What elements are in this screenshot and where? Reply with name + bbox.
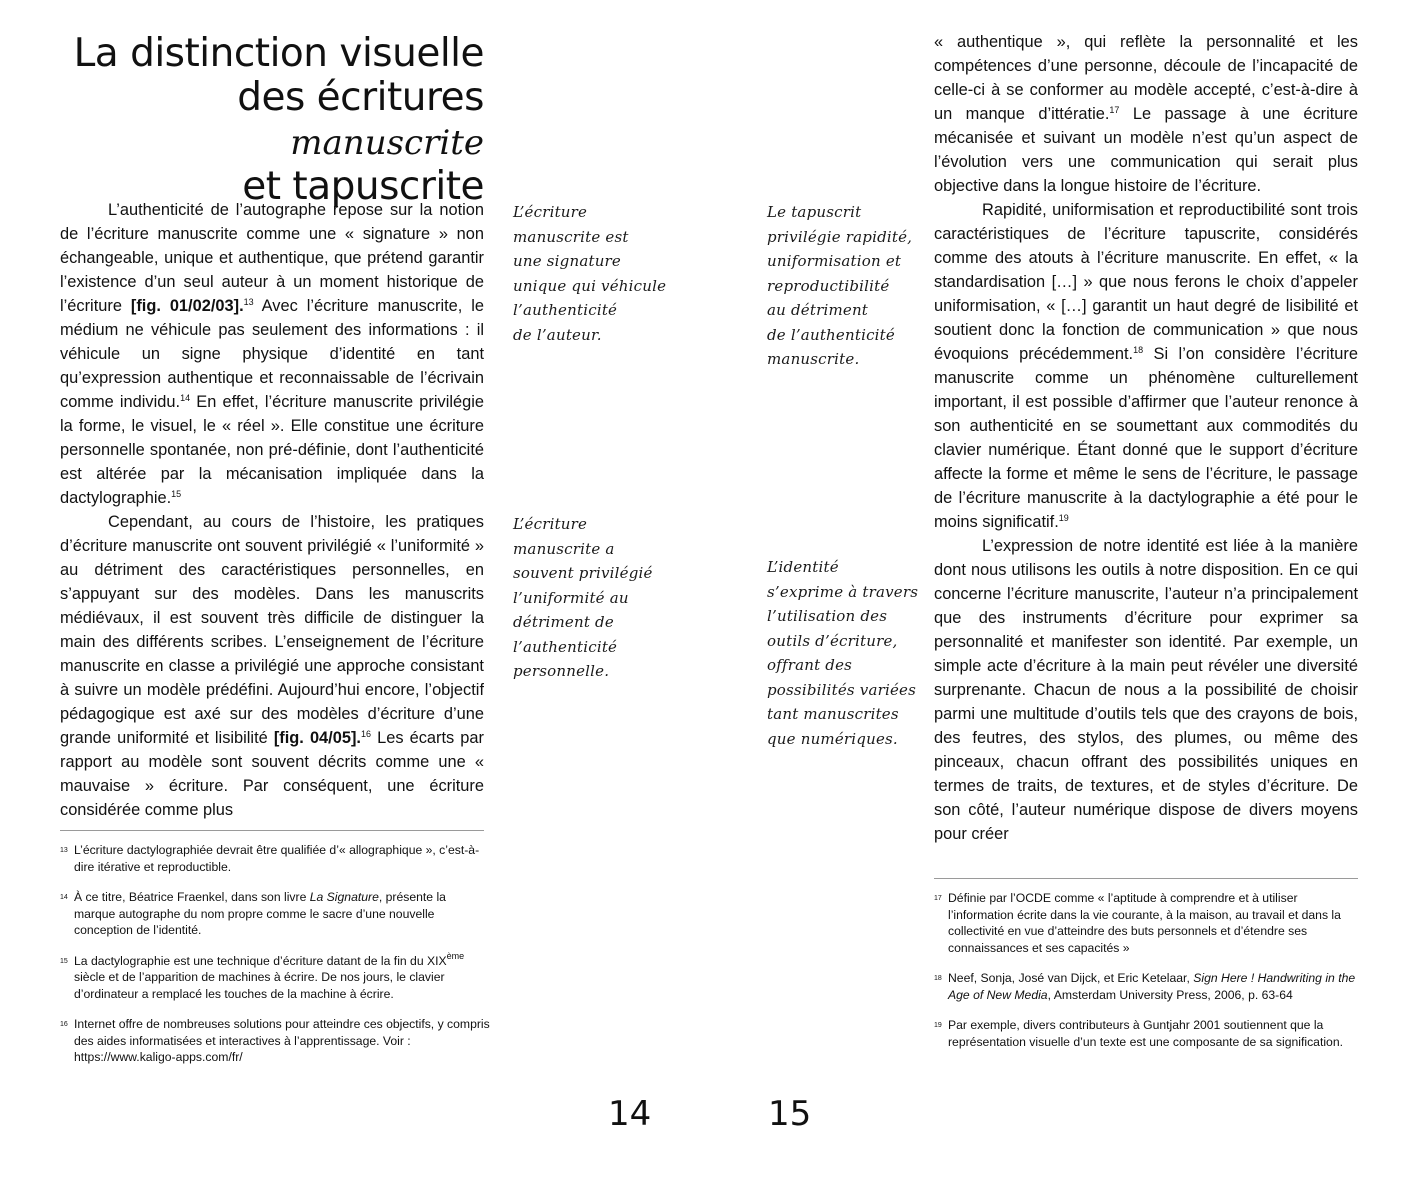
page-number-left: 14 <box>608 1094 652 1134</box>
footnote: 15 La dactylographie est une technique d’écriture datant de la fin du XIXème siècle et de l’apparition de machines à écrire. De nos jours, le clavier d’ordinateur a remplacé les touches de la machine à écrire. <box>60 950 465 1001</box>
right-body-column <box>934 30 1358 872</box>
title-line-1: La distinction visuelle <box>73 31 484 76</box>
body-paragraph: « authentique », qui reflète la personnalité et les compétences d’une personne, découle de l’incapacité de celle-ci à se conformer au modèle accepté, c’est-à-dire à un manque d’ittératie.$^{17}$ Le passage à une écriture mécanisée et suivant un modèle n’est qu’un aspect de l’évolution vers une communication qui serait plus objective dans la longue histoire de l’écriture. <box>934 33 1358 195</box>
figure-reference: [fig. 01/02/03]. <box>130 297 244 315</box>
footnote-divider <box>934 878 1358 879</box>
footnote-ref: 14 <box>180 393 191 403</box>
footnote-ref: 18 <box>1133 345 1144 355</box>
footnotes-left <box>60 842 490 1080</box>
footnote-ref: 19 <box>1058 513 1069 523</box>
page-title <box>40 32 484 209</box>
figure-reference: [fig. 04/05]. <box>273 729 361 747</box>
left-body-column <box>60 198 484 824</box>
footnote: 19 Par exemple, divers contributeurs à Guntjahr 2001 soutiennent que la représentation visuelle d’un texte est une composante de sa signification. <box>934 1018 1343 1049</box>
body-paragraph: L’expression de notre identité est liée à la manière dont nous utilisons les outils à notre disposition. En ce qui concerne l’écriture manuscrite, l’auteur n’a principalement que des instruments d’écriture pour exprimer sa personnalité et manifester son identité. Par exemple, un simple acte d’écriture à la main peut révéler une diversité surprenante. Chacun de nous a la possibilité de choisir parmi une multitude d’outils tels que des crayons de bois, des feutres, des stylos, des plumes, ou même des pinceaux, chacun offrant des possibilités uniques en termes de traits, de textures, et de styles d’écriture. De son côté, l’auteur numérique dispose de divers moyens pour créer <box>934 537 1358 843</box>
margin-note-uniformite: L’écriture manuscrite a souvent privilégié l’uniformité au détriment de l’authenticité personnelle. <box>513 515 653 680</box>
margin-note-signature: L’écriture manuscrite est une signature unique qui véhicule l’authenticité de l’auteur. <box>513 203 667 344</box>
footnotes-right <box>934 890 1362 1064</box>
footnote: 17 Définie par l’OCDE comme « l’aptitude à comprendre et à utiliser l’information écrite dans la vie courante, à la maison, au travail et dans la collectivité en vue d’atteindre des buts personnels et d’étendre ses connaissances et ses capacités » <box>934 891 1341 955</box>
footnote: 14 À ce titre, Béatrice Fraenkel, dans son livre La Signature, présente la marque autographe du nom propre comme le sacre d’une nouvelle conception de l’identité. <box>60 890 446 937</box>
footnote: 13 L’écriture dactylographiée devrait être qualifiée d’« allographique », c’est-à-dire itérative et reproductible. <box>60 843 480 874</box>
footnote-divider <box>60 830 484 831</box>
title-handwritten-word: manuscrite <box>290 123 484 163</box>
footnote-ref: 17 <box>1109 105 1120 115</box>
page-number-right: 15 <box>768 1094 812 1134</box>
body-paragraph: L’authenticité de l’autographe repose sur la notion de l’écriture manuscrite comme une « signature » non échangeable, unique et authentique, que prétend garantir l’existence d’un seul auteur à un moment historique de l’écriture [fig. 01/02/03].$^{13}$ Avec l’écriture manuscrite, le médium ne véhicule pas seulement des informations : il véhicule un signe physique d’identité en tant qu’expression authentique et reconnaissable de l’écrivain comme individu.$^{14}$ En effet, l’écriture manuscrite privilégie la forme, le visuel, le « réel ». Elle constitue une écriture personnelle spontanée, non pré-définie, dont l’authenticité est altérée par la mécanisation impliquée dans la dactylographie.$^{15}$ <box>60 201 484 507</box>
body-paragraph: Cependant, au cours de l’histoire, les pratiques d’écriture manuscrite ont souvent privilégié « l’uniformité » au détriment des caractéristiques personnelles, en s’appuyant sur des modèles. Dans les manuscrits médiévaux, il est souvent très difficile de distinguer la main des différents scribes. L’enseignement de l’écriture manuscrite en classe a privilégié une approche consistant à suivre un modèle prédéfini. Aujourd’hui encore, l’objectif pédagogique est axé sur des modèles d’écriture d’une grande uniformité et lisibilité [fig. 04/05].$^{16}$ Les écarts par rapport au modèle sont souvent décrits comme une « mauvaise » écriture. Par conséquent, une écriture considérée comme plus <box>60 513 484 819</box>
footnote-ref: 13 <box>243 297 254 307</box>
title-line-2: des écritures <box>237 75 484 120</box>
footnote: 18 Neef, Sonja, José van Dijck, et Eric Ketelaar, Sign Here ! Handwriting in the Age of New Media, Amsterdam University Press, 2006, p. 63-64 <box>934 971 1356 1002</box>
body-paragraph: Rapidité, uniformisation et reproductibilité sont trois caractéristiques de l’écriture tapuscrite, considérés comme des atouts à l’écriture manuscrite. En effet, « la standardisation […] » que nous ferons le choix d’appeler uniformisation, « […] garantit un haut degré de lisibilité et soutient donc la fonction de communication » que nous évoquions précédemment.$^{18}$ Si l’on considère l’écriture manuscrite comme un phénomène culturellement important, il est possible d’affirmer que l’auteur renonce à son authenticité en se soumettant aux commodités du clavier numérique. Étant donné que le support d’écriture affecte la forme et même le sens de l’écriture, le passage de l’écriture manuscrite à la dactylographie a été pour le moins significatif.$^{19}$ <box>934 201 1358 531</box>
margin-note-identite: L’identité s’exprime à travers l’utilisation des outils d’écriture, offrant des possibilités variées tant manuscrites que numériques. <box>767 558 919 748</box>
title-line-3: et tapuscrite <box>242 164 484 209</box>
footnote-ref: 16 <box>360 729 371 739</box>
footnote: 16 Internet offre de nombreuses solutions pour atteindre ces objectifs, y compris des aides informatisées et interactives à l’apprentissage. Voir : https://www.kaligo-apps.com/fr/ <box>60 1017 490 1064</box>
margin-note-tapuscrit: Le tapuscrit privilégie rapidité, uniformisation et reproductibilité au détriment de l’authenticité manuscrite. <box>767 203 913 368</box>
footnote-ref: 15 <box>171 489 182 499</box>
